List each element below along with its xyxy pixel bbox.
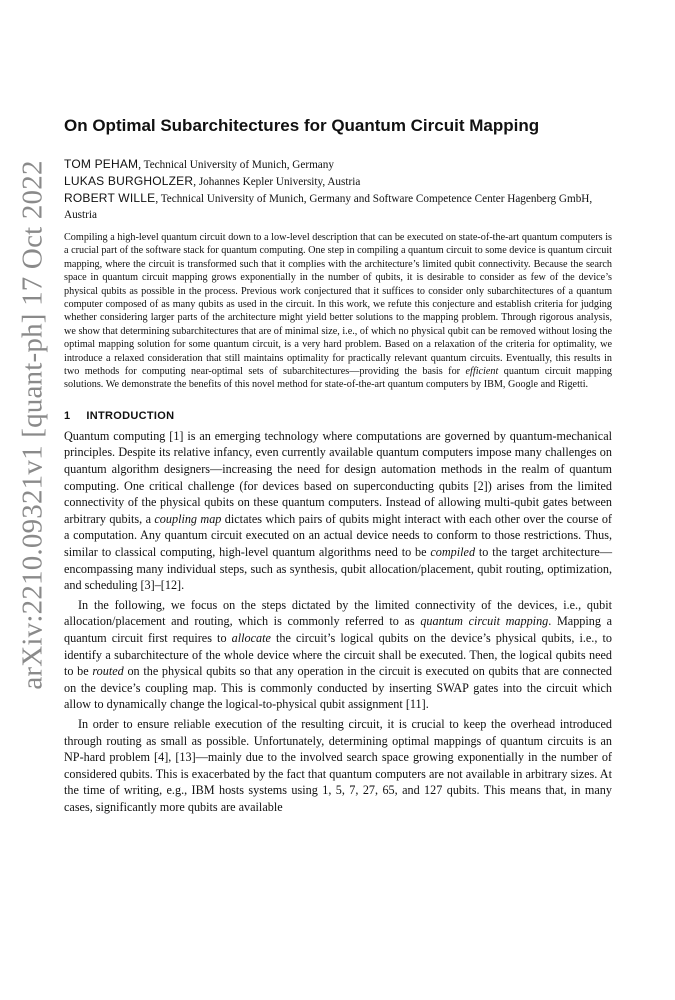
arxiv-sidebar bbox=[16, 155, 50, 695]
section-number: 1 bbox=[64, 409, 71, 422]
abstract: Compiling a high-level quantum circuit down to a low-level description that can be executed on state-of-the-art quantum computers is a crucial part of the software stack for quantum computing. One step in compiling a quantum circuit to some device is quantum circuit mapping, where the circuit is transformed such that it complies with the architecture’s limited qubit connectivity. Because the search space in quantum circuit mapping grows exponentially in the number of qubits, it is desirable to consider as few of the device’s physical qubits as possible in the process. Previous work conjectured that it suffices to consider only subarchitectures of a quantum computer composed of as many qubits as used in the circuit. In this work, we refute this conjecture and establish criteria for judging whether considering larger parts of the architecture might yield better solutions to the mapping problem. Through rigorous analysis, we show that determining subarchitectures that are of minimal size, i.e., of which no physical qubit can be removed without losing the optimal mapping solution for some quantum circuit, is a very hard problem. Based on a relaxation of the criteria for optimality, we introduce a relaxed consideration that still maintains optimality for practically relevant quantum circuits. Eventually, this results in two methods for computing near-optimal sets of subarchitectures—providing the basis for efficient quantum circuit mapping solutions. We demonstrate the benefits of this novel method for state-of-the-art quantum computers by IBM, Google and Rigetti. bbox=[64, 232, 613, 391]
author-affiliation: , Technical University of Munich, Germany and Software Competence Center Hagenberg GmbH, Austria bbox=[64, 193, 593, 221]
arxiv-identifier: arXiv:2210.09321v1 [quant-ph] 17 Oct 2022 bbox=[16, 160, 49, 690]
author-name: TOM PEHAM bbox=[64, 157, 139, 171]
author-entry bbox=[64, 173, 612, 190]
body-paragraph: In order to ensure reliable execution of the resulting circuit, it is crucial to keep the overhead introduced through routing as small as possible. Unfortunately, determining optimal mappings of quantum circuits is an NP-hard problem [4], [13]—mainly due to the involved search space growing exponentially in the number of considered qubits. This is exacerbated by the fact that quantum computers are not available in arbitrary sizes. At the time of writing, e.g., IBM hosts systems using 1, 5, 7, 27, 65, and 127 qubits. This means that, in many cases, significantly more qubits are available bbox=[64, 716, 612, 814]
author-name: ROBERT WILLE bbox=[64, 191, 156, 205]
section-title: INTRODUCTION bbox=[86, 409, 175, 422]
author-name: LUKAS BURGHOLZER bbox=[64, 174, 194, 188]
emphasis: efficient bbox=[465, 366, 499, 378]
author-affiliation: , Johannes Kepler University, Austria bbox=[193, 176, 361, 188]
body-paragraph: Quantum computing [1] is an emerging technology where computations are governed by quantum-mechanical principles. Despite its relative infancy, even currently available quantum computers impose many challenges on quantum algorithm designers—increasing the need for design automation methods in the realm of quantum computing. One critical challenge (for devices based on superconducting qubits [2]) arises from the limited connectivity of the physical qubits on these quantum computers. Instead of allowing multi-qubit gates between arbitrary qubits, a coupling map dictates which pairs of qubits might interact with each other over the course of a computation. Any quantum circuit executed on an actual device needs to conform to those restrictions. Thus, similar to classical computing, high-level quantum algorithms need to be compiled to the target architecture—encompassing many individual steps, such as synthesis, qubit allocation/placement, qubit routing, optimization, and scheduling [3]–[12]. bbox=[64, 428, 613, 593]
body-paragraph: In the following, we focus on the steps dictated by the limited connectivity of the devices, i.e., qubit allocation/placement and routing, which is commonly referred to as quantum circuit mapping. Mapping a quantum circuit first requires to allocate the circuit’s logical qubits on the device’s physical qubits, i.e., to identify a subarchitecture of the whole device where the circuit shall be executed. Then, the logical qubits need to be routed on the physical qubits so that any operation in the circuit is executed on qubits that are connected on the device’s coupling map. This is commonly conducted by inserting SWAP gates into the circuit which allow to dynamically change the logical-to-physical qubit assignment [11]. bbox=[64, 597, 612, 712]
author-affiliation: , Technical University of Munich, Germany bbox=[138, 159, 334, 171]
section-heading bbox=[64, 410, 612, 422]
paper-title: On Optimal Subarchitectures for Quantum Circuit Mapping bbox=[64, 116, 540, 135]
author-entry bbox=[64, 156, 612, 173]
paper-page bbox=[64, 108, 612, 816]
author-entry bbox=[64, 190, 612, 223]
author-list bbox=[64, 156, 612, 223]
